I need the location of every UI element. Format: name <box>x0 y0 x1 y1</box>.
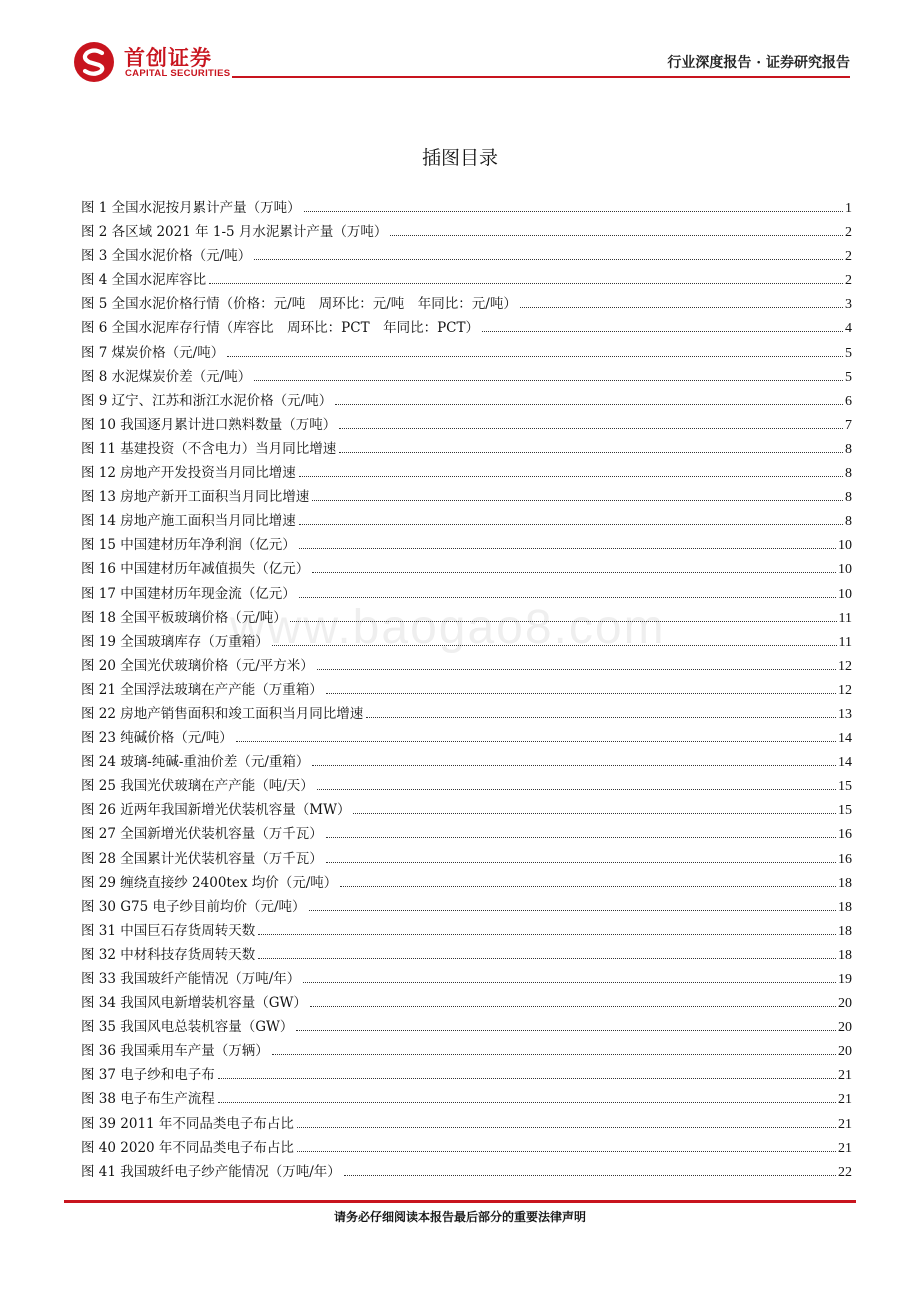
toc-entry-page: 18 <box>838 947 852 963</box>
toc-entry[interactable] <box>81 847 852 871</box>
footer-disclaimer: 请务必仔细阅读本报告最后部分的重要法律声明 <box>333 1210 586 1224</box>
toc-entry[interactable] <box>81 485 852 509</box>
toc-entry-label: 图 29 缠绕直接纱 2400tex 均价（元/吨） <box>81 874 338 891</box>
toc-leader-dots <box>297 1151 836 1152</box>
toc-entry[interactable] <box>81 437 852 461</box>
toc-entry-label: 图 4 全国水泥库容比 <box>81 272 207 289</box>
toc-leader-dots <box>317 789 836 790</box>
toc-entry-label: 图 12 房地产开发投资当月同比增速 <box>81 465 296 482</box>
toc-leader-dots <box>326 862 836 863</box>
toc-entry-page: 11 <box>838 634 852 650</box>
toc-leader-dots <box>312 572 836 573</box>
toc-entry-label: 图 24 玻璃-纯碱-重油价差（元/重箱） <box>81 754 310 771</box>
toc-leader-dots <box>272 645 837 646</box>
toc-entry[interactable] <box>81 582 852 606</box>
toc-entry-page: 21 <box>838 1116 852 1132</box>
toc-entry-label: 图 22 房地产销售面积和竣工面积当月同比增速 <box>81 705 364 722</box>
toc-entry[interactable] <box>81 533 852 557</box>
toc-leader-dots <box>258 958 836 959</box>
toc-entry-page: 21 <box>838 1140 852 1156</box>
toc-leader-dots <box>482 331 843 332</box>
toc-entry[interactable] <box>81 750 852 774</box>
toc-entry-label: 图 33 我国玻纤产能情况（万吨/年） <box>81 971 301 987</box>
toc-entry[interactable] <box>81 1063 852 1087</box>
toc-leader-dots <box>299 524 843 525</box>
toc-leader-dots <box>227 356 843 357</box>
toc-entry[interactable] <box>81 220 852 244</box>
toc-entry-page: 21 <box>838 1068 852 1084</box>
toc-entry[interactable] <box>81 1087 852 1111</box>
toc-entry-page: 21 <box>838 1092 852 1108</box>
toc-entry[interactable] <box>81 943 852 967</box>
toc-entry-label: 图 40 2020 年不同品类电子布占比 <box>81 1139 294 1156</box>
toc-entry-page: 22 <box>838 1164 852 1180</box>
toc-entry-page: 4 <box>845 321 852 337</box>
toc-entry[interactable] <box>81 1039 852 1063</box>
toc-entry-label: 图 28 全国累计光伏装机容量（万千瓦） <box>81 850 323 867</box>
toc-entry-label: 图 31 中国巨石存货周转天数 <box>81 922 256 939</box>
toc-entry-page: 8 <box>845 490 852 506</box>
toc-entry-page: 12 <box>838 682 852 698</box>
toc-entry[interactable] <box>81 389 852 413</box>
toc-entry-label: 图 30 G75 电子纱目前均价（元/吨） <box>81 898 306 915</box>
toc-entry-label: 图 26 近两年我国新增光伏装机容量（MW） <box>81 802 351 819</box>
toc-entry-label: 图 1 全国水泥按月累计产量（万吨） <box>81 200 301 216</box>
toc-leader-dots <box>353 813 836 814</box>
toc-entry[interactable] <box>81 919 852 943</box>
toc-entry-page: 16 <box>838 851 852 867</box>
toc-entry[interactable] <box>81 316 852 340</box>
toc-entry[interactable] <box>81 1015 852 1039</box>
toc-leader-dots <box>218 1102 836 1103</box>
toc-leader-dots <box>317 669 836 670</box>
toc-entry-page: 15 <box>838 803 852 819</box>
toc-leader-dots <box>299 476 843 477</box>
toc-entry-page: 20 <box>838 1020 852 1036</box>
toc-entry-page: 7 <box>845 417 852 433</box>
toc-entry-page: 13 <box>838 706 852 722</box>
toc-entry-page: 2 <box>845 225 852 241</box>
toc-entry[interactable] <box>81 1160 852 1184</box>
toc-entry[interactable] <box>81 895 852 919</box>
toc-entry-label: 图 6 全国水泥库存行情（库容比 周环比：PCT 年同比：PCT） <box>81 320 480 337</box>
toc-entry-label: 图 41 我国玻纤电子纱产能情况（万吨/年） <box>81 1163 341 1180</box>
toc-entry-page: 12 <box>838 658 852 674</box>
toc-leader-dots <box>254 259 843 260</box>
toc-entry[interactable] <box>81 244 852 268</box>
toc-entry-page: 10 <box>838 562 852 578</box>
toc-leader-dots <box>218 1078 836 1079</box>
toc-leader-dots <box>326 837 836 838</box>
toc-entry[interactable] <box>81 702 852 726</box>
toc-entry[interactable] <box>81 413 852 437</box>
toc-entry[interactable] <box>81 678 852 702</box>
brand-logo <box>72 40 252 84</box>
toc-entry-page: 10 <box>838 586 852 602</box>
toc-entry-label: 图 39 2011 年不同品类电子布占比 <box>81 1115 294 1132</box>
toc-entry[interactable] <box>81 822 852 846</box>
page-title: 插图目录 <box>421 147 498 169</box>
toc-leader-dots <box>304 211 843 212</box>
toc-entry-label: 图 35 我国风电总装机容量（GW） <box>81 1019 294 1036</box>
toc-leader-dots <box>326 693 836 694</box>
toc-entry-page: 8 <box>845 441 852 457</box>
toc-leader-dots <box>303 982 836 983</box>
toc-entry-page: 5 <box>845 345 852 361</box>
toc-entry[interactable] <box>81 606 852 630</box>
toc-entry[interactable] <box>81 654 852 678</box>
toc-leader-dots <box>296 1030 836 1031</box>
toc-leader-dots <box>339 428 843 429</box>
toc-leader-dots <box>299 548 836 549</box>
toc-entry-label: 图 10 我国逐月累计进口熟料数量（万吨） <box>81 416 337 433</box>
toc-entry[interactable] <box>81 967 852 991</box>
toc-entry-page: 5 <box>845 369 852 385</box>
toc-entry-page: 11 <box>838 610 852 626</box>
toc-entry[interactable] <box>81 196 852 220</box>
toc-entry[interactable] <box>81 461 852 485</box>
toc-entry-label: 图 8 水泥煤炭价差（元/吨） <box>81 368 252 385</box>
toc-entry[interactable] <box>81 341 852 365</box>
toc-leader-dots <box>209 283 843 284</box>
toc-entry-label: 图 36 我国乘用车产量（万辆） <box>81 1043 269 1060</box>
toc-entry-label: 图 32 中材科技存货周转天数 <box>81 946 256 963</box>
toc-entry-page: 8 <box>845 514 852 530</box>
toc-entry-label: 图 25 我国光伏玻璃在产产能（吨/天） <box>81 778 314 795</box>
toc-entry[interactable] <box>81 268 852 292</box>
page-header <box>0 0 920 90</box>
toc-entry[interactable] <box>81 871 852 895</box>
toc-entry-page: 2 <box>845 273 852 289</box>
toc-entry-label: 图 20 全国光伏玻璃价格（元/平方米） <box>81 657 314 674</box>
toc-entry[interactable] <box>81 557 852 581</box>
toc-leader-dots <box>309 910 836 911</box>
report-type: 行业深度报告 · 证券研究报告 <box>667 55 850 71</box>
toc-entry-label: 图 18 全国平板玻璃价格（元/吨） <box>81 609 287 626</box>
toc-entry-page: 19 <box>838 972 852 987</box>
toc-entry-page: 20 <box>838 1044 852 1060</box>
toc-entry-label: 图 7 煤炭价格（元/吨） <box>81 344 225 361</box>
toc-entry-label: 图 11 基建投资（不含电力）当月同比增速 <box>81 440 337 457</box>
toc-entry-label: 图 5 全国水泥价格行情（价格：元/吨 周环比：元/吨 年同比：元/吨） <box>81 296 517 313</box>
watermark: www.baogao8.com <box>230 601 666 654</box>
toc-entry-label: 图 27 全国新增光伏装机容量（万千瓦） <box>81 826 323 843</box>
toc-entry-page: 18 <box>838 899 852 915</box>
toc-leader-dots <box>390 235 843 236</box>
toc-entry-page: 8 <box>845 466 852 482</box>
toc-leader-dots <box>520 307 843 308</box>
toc-leader-dots <box>299 597 836 598</box>
toc-leader-dots <box>312 500 843 501</box>
toc-entry-page: 18 <box>838 875 852 891</box>
toc-entry-label: 图 23 纯碱价格（元/吨） <box>81 730 233 747</box>
toc-entry-page: 6 <box>845 393 852 409</box>
toc-entry-page: 3 <box>845 297 852 313</box>
toc-entry-label: 图 16 中国建材历年减值损失（亿元） <box>81 561 310 578</box>
toc-leader-dots <box>254 380 843 381</box>
toc-entry[interactable] <box>81 774 852 798</box>
toc-entry[interactable] <box>81 991 852 1015</box>
brand-name-en: CAPITAL SECURITIES <box>125 68 231 79</box>
toc-entry-label: 图 3 全国水泥价格（元/吨） <box>81 248 252 265</box>
toc-entry-label: 图 21 全国浮法玻璃在产产能（万重箱） <box>81 681 323 698</box>
toc-entry[interactable] <box>81 365 852 389</box>
toc-leader-dots <box>297 1127 836 1128</box>
toc-leader-dots <box>272 1054 836 1055</box>
toc-leader-dots <box>258 934 836 935</box>
toc-entry-page: 14 <box>838 731 852 747</box>
toc-entry-page: 18 <box>838 923 852 939</box>
toc-leader-dots <box>339 452 843 453</box>
toc-leader-dots <box>290 621 837 622</box>
toc-entry-page: 14 <box>838 755 852 771</box>
toc-entry-page: 2 <box>845 249 852 265</box>
footer-divider <box>64 1200 856 1203</box>
toc-entry[interactable] <box>81 292 852 316</box>
toc-entry-label: 图 2 各区域 2021 年 1-5 月水泥累计产量（万吨） <box>81 224 388 241</box>
toc-leader-dots <box>340 886 836 887</box>
toc-leader-dots <box>236 741 836 742</box>
toc-entry-page: 10 <box>838 538 852 554</box>
toc-entry-label: 图 37 电子纱和电子布 <box>81 1067 215 1084</box>
toc-entry-label: 图 38 电子布生产流程 <box>81 1091 215 1108</box>
toc-entry-page: 16 <box>838 827 852 843</box>
toc-entry[interactable] <box>81 1112 852 1136</box>
toc-leader-dots <box>344 1175 836 1176</box>
toc-entry-page: 1 <box>845 201 852 216</box>
toc-entry-label: 图 17 中国建材历年现金流（亿元） <box>81 585 296 602</box>
toc-leader-dots <box>335 404 843 405</box>
toc-entry-page: 20 <box>838 996 852 1012</box>
toc-entry-page: 15 <box>838 779 852 795</box>
toc-entry-label: 图 9 辽宁、江苏和浙江水泥价格（元/吨） <box>81 392 333 409</box>
brand-name-cn: 首创证券 <box>124 46 212 70</box>
toc-entry-label: 图 19 全国玻璃库存（万重箱） <box>81 633 269 650</box>
toc-entry-label: 图 15 中国建材历年净利润（亿元） <box>81 537 296 554</box>
toc-entry[interactable] <box>81 630 852 654</box>
toc-entry-label: 图 14 房地产施工面积当月同比增速 <box>81 513 296 530</box>
capital-securities-logo-icon <box>72 40 116 84</box>
header-divider <box>232 76 850 78</box>
figure-toc-list <box>81 196 852 1184</box>
toc-entry[interactable] <box>81 1136 852 1160</box>
toc-leader-dots <box>310 1006 836 1007</box>
toc-entry[interactable] <box>81 726 852 750</box>
toc-entry[interactable] <box>81 509 852 533</box>
toc-leader-dots <box>366 717 836 718</box>
toc-entry-label: 图 13 房地产新开工面积当月同比增速 <box>81 489 310 506</box>
toc-entry[interactable] <box>81 798 852 822</box>
toc-leader-dots <box>312 765 836 766</box>
toc-entry-label: 图 34 我国风电新增装机容量（GW） <box>81 995 307 1012</box>
